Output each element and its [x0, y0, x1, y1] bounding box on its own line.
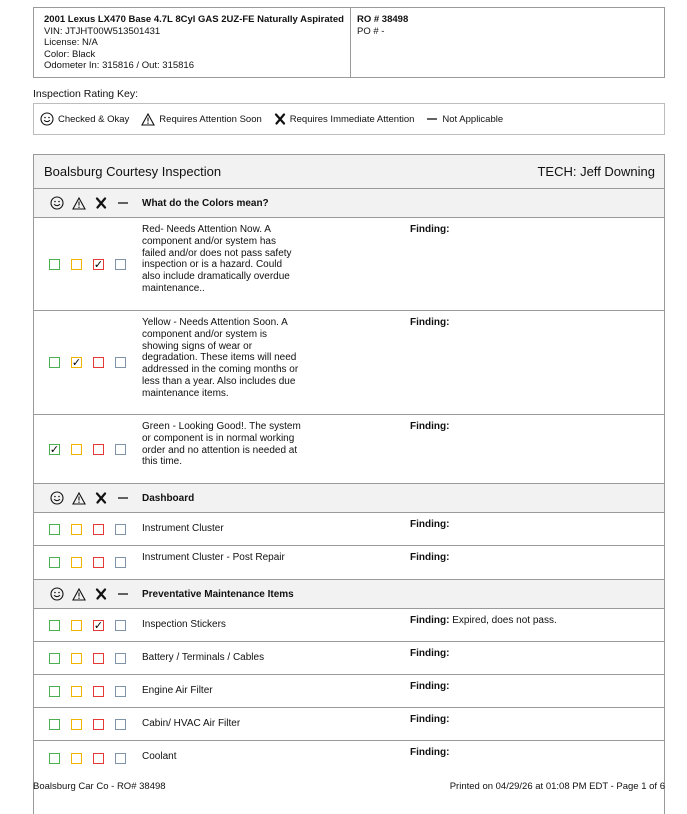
- finding-label: Finding:: [410, 552, 450, 563]
- rating-checkboxes: [34, 513, 142, 545]
- rating-checkboxes: [34, 642, 142, 674]
- item-description: Cabin/ HVAC Air Filter: [142, 718, 241, 729]
- red-checkbox[interactable]: [93, 719, 104, 730]
- smiley-icon: [46, 491, 68, 505]
- red-checkbox[interactable]: [93, 653, 104, 664]
- finding-label: Finding:: [410, 421, 450, 432]
- inspection-row: [34, 675, 664, 708]
- item-description: Battery / Terminals / Cables: [142, 652, 265, 663]
- green-checkbox[interactable]: [49, 753, 60, 764]
- rating-icons: [34, 587, 142, 601]
- section-label: Preventative Maintenance Items: [142, 588, 294, 600]
- smiley-icon: [40, 112, 54, 126]
- inspection-title: Boalsburg Courtesy Inspection: [44, 164, 222, 179]
- dash-icon: [112, 198, 134, 208]
- yellow-checkbox[interactable]: [71, 557, 82, 568]
- green-checkbox[interactable]: [49, 653, 60, 664]
- rating-checkboxes: [34, 546, 142, 579]
- footer-dealer: Boalsburg Car Co - RO# 38498: [33, 781, 166, 792]
- warning-icon: [141, 113, 155, 126]
- green-checkbox[interactable]: [49, 719, 60, 730]
- rating-checkboxes: [34, 311, 142, 414]
- red-checkbox[interactable]: [93, 753, 104, 764]
- rating-icons: [34, 196, 142, 210]
- vehicle-info-box: [33, 7, 665, 78]
- inspection-row: [34, 546, 664, 580]
- rating-checkboxes: [34, 708, 142, 740]
- inspection-row: [34, 218, 664, 311]
- key-item-soon: [141, 113, 261, 126]
- na-checkbox[interactable]: [115, 620, 126, 631]
- key-item-immediate: [274, 113, 415, 125]
- finding-label: Finding:: [410, 317, 450, 328]
- inspection-row: [34, 415, 664, 484]
- rating-icons: [34, 491, 142, 505]
- yellow-checkbox[interactable]: ✓: [71, 356, 82, 369]
- footer-printed: Printed on 04/29/26 at 01:08 PM EDT - Page 1 of 6: [449, 781, 665, 792]
- section-label: What do the Colors mean?: [142, 197, 269, 209]
- key-item-na: [426, 114, 503, 125]
- inspection-header: [34, 155, 664, 189]
- order-details: [351, 8, 664, 77]
- inspection-row: [34, 741, 664, 775]
- finding-cell: [302, 708, 664, 740]
- vehicle-license: License: N/A: [44, 37, 98, 48]
- smiley-icon: [46, 196, 68, 210]
- red-checkbox[interactable]: [93, 524, 104, 535]
- item-description: Inspection Stickers: [142, 619, 226, 630]
- red-checkbox[interactable]: ✓: [93, 618, 104, 632]
- finding-label: Finding:: [410, 224, 450, 235]
- item-description: Red- Needs Attention Now. A component and/or system has failed and/or does not pass safety inspection or is a hazard. Could also include dramatically overdue maintenance..: [142, 224, 292, 294]
- section-header-dashboard: [34, 484, 664, 513]
- item-description: Instrument Cluster - Post Repair: [142, 552, 285, 563]
- rating-checkboxes: [34, 218, 142, 310]
- dash-icon: [112, 589, 134, 599]
- na-checkbox[interactable]: [115, 444, 126, 455]
- na-checkbox[interactable]: [115, 524, 126, 535]
- section-header-maintenance: [34, 580, 664, 609]
- na-checkbox[interactable]: [115, 719, 126, 730]
- rating-checkboxes: [34, 675, 142, 707]
- red-checkbox[interactable]: [93, 444, 104, 455]
- green-checkbox[interactable]: [49, 686, 60, 697]
- finding-cell: [302, 609, 664, 641]
- green-checkbox[interactable]: [49, 524, 60, 535]
- yellow-checkbox[interactable]: [71, 753, 82, 764]
- na-checkbox[interactable]: [115, 653, 126, 664]
- technician-name: TECH: Jeff Downing: [537, 164, 655, 179]
- inspection-row: [34, 513, 664, 546]
- green-checkbox[interactable]: [49, 557, 60, 568]
- finding-text: Expired, does not pass.: [452, 615, 557, 626]
- finding-label: Finding:: [410, 519, 450, 530]
- finding-cell: [302, 415, 664, 483]
- finding-cell: [302, 642, 664, 674]
- finding-cell: [302, 675, 664, 707]
- yellow-checkbox[interactable]: [71, 259, 82, 270]
- item-description: Engine Air Filter: [142, 685, 213, 696]
- inspection-row: [34, 708, 664, 741]
- item-description: Instrument Cluster: [142, 523, 224, 534]
- courtesy-inspection-table: [33, 154, 665, 814]
- green-checkbox[interactable]: ✓: [49, 442, 60, 456]
- key-label-immediate: Requires Immediate Attention: [289, 113, 415, 125]
- rating-key-box: [33, 103, 665, 135]
- finding-cell: [302, 513, 664, 545]
- key-label-soon: Requires Attention Soon: [159, 113, 262, 125]
- vehicle-title: 2001 Lexus LX470 Base 4.7L 8Cyl GAS 2UZ-FE Naturally Aspirated: [44, 14, 344, 25]
- na-checkbox[interactable]: [115, 357, 126, 368]
- rating-key-title: Inspection Rating Key:: [33, 88, 139, 100]
- red-checkbox[interactable]: [93, 557, 104, 568]
- x-icon: [90, 492, 112, 504]
- rating-checkboxes: [34, 741, 142, 775]
- na-checkbox[interactable]: [115, 259, 126, 270]
- red-checkbox[interactable]: [93, 357, 104, 368]
- dash-icon: [426, 114, 438, 124]
- section-label: Dashboard: [142, 492, 195, 504]
- warning-icon: [68, 492, 90, 505]
- vehicle-details: [34, 8, 351, 77]
- vehicle-odometer: Odometer In: 315816 / Out: 315816: [44, 60, 194, 71]
- smiley-icon: [46, 587, 68, 601]
- na-checkbox[interactable]: [115, 686, 126, 697]
- vehicle-vin: VIN: JTJHT00W513501431: [44, 25, 161, 37]
- finding-label: Finding:: [410, 615, 450, 626]
- red-checkbox[interactable]: [93, 686, 104, 697]
- yellow-checkbox[interactable]: [71, 524, 82, 535]
- finding-cell: [302, 741, 664, 775]
- x-icon: [90, 197, 112, 209]
- inspection-row: [34, 642, 664, 675]
- section-header-colors: [34, 189, 664, 218]
- yellow-checkbox[interactable]: [71, 653, 82, 664]
- purchase-order-number: PO # -: [357, 25, 385, 37]
- rating-checkboxes: [34, 415, 142, 483]
- finding-label: Finding:: [410, 714, 450, 725]
- inspection-row: [34, 311, 664, 415]
- key-item-ok: [40, 112, 129, 126]
- yellow-checkbox[interactable]: [71, 686, 82, 697]
- item-description: Coolant: [142, 751, 177, 762]
- dash-icon: [112, 493, 134, 503]
- vehicle-color: Color: Black: [44, 48, 96, 60]
- x-icon: [274, 113, 286, 125]
- key-label-na: Not Applicable: [442, 113, 504, 125]
- green-checkbox[interactable]: [49, 357, 60, 368]
- key-label-ok: Checked & Okay: [58, 113, 130, 125]
- warning-icon: [68, 588, 90, 601]
- item-description: Green - Looking Good!. The system or component is in normal working order and no attention is needed at this time.: [142, 421, 301, 468]
- item-description: Yellow - Needs Attention Soon. A component and/or system is showing signs of wear or degradation. These items will need addressed in the coming months or less than a year. Also includes due maintenance items.: [142, 317, 299, 399]
- finding-label: Finding:: [410, 648, 450, 659]
- repair-order-number: RO # 38498: [357, 14, 409, 25]
- yellow-checkbox[interactable]: [71, 719, 82, 730]
- yellow-checkbox[interactable]: [71, 620, 82, 631]
- yellow-checkbox[interactable]: [71, 444, 82, 455]
- finding-cell: [302, 311, 664, 414]
- finding-label: Finding:: [410, 681, 450, 692]
- na-checkbox[interactable]: [115, 753, 126, 764]
- warning-icon: [68, 197, 90, 210]
- x-icon: [90, 588, 112, 600]
- na-checkbox[interactable]: [115, 557, 126, 568]
- finding-label: Finding:: [410, 747, 450, 758]
- green-checkbox[interactable]: [49, 620, 60, 631]
- red-checkbox[interactable]: ✓: [93, 257, 104, 271]
- finding-cell: [302, 546, 664, 579]
- green-checkbox[interactable]: [49, 259, 60, 270]
- inspection-row: [34, 609, 664, 642]
- finding-cell: [302, 218, 664, 310]
- rating-checkboxes: [34, 609, 142, 641]
